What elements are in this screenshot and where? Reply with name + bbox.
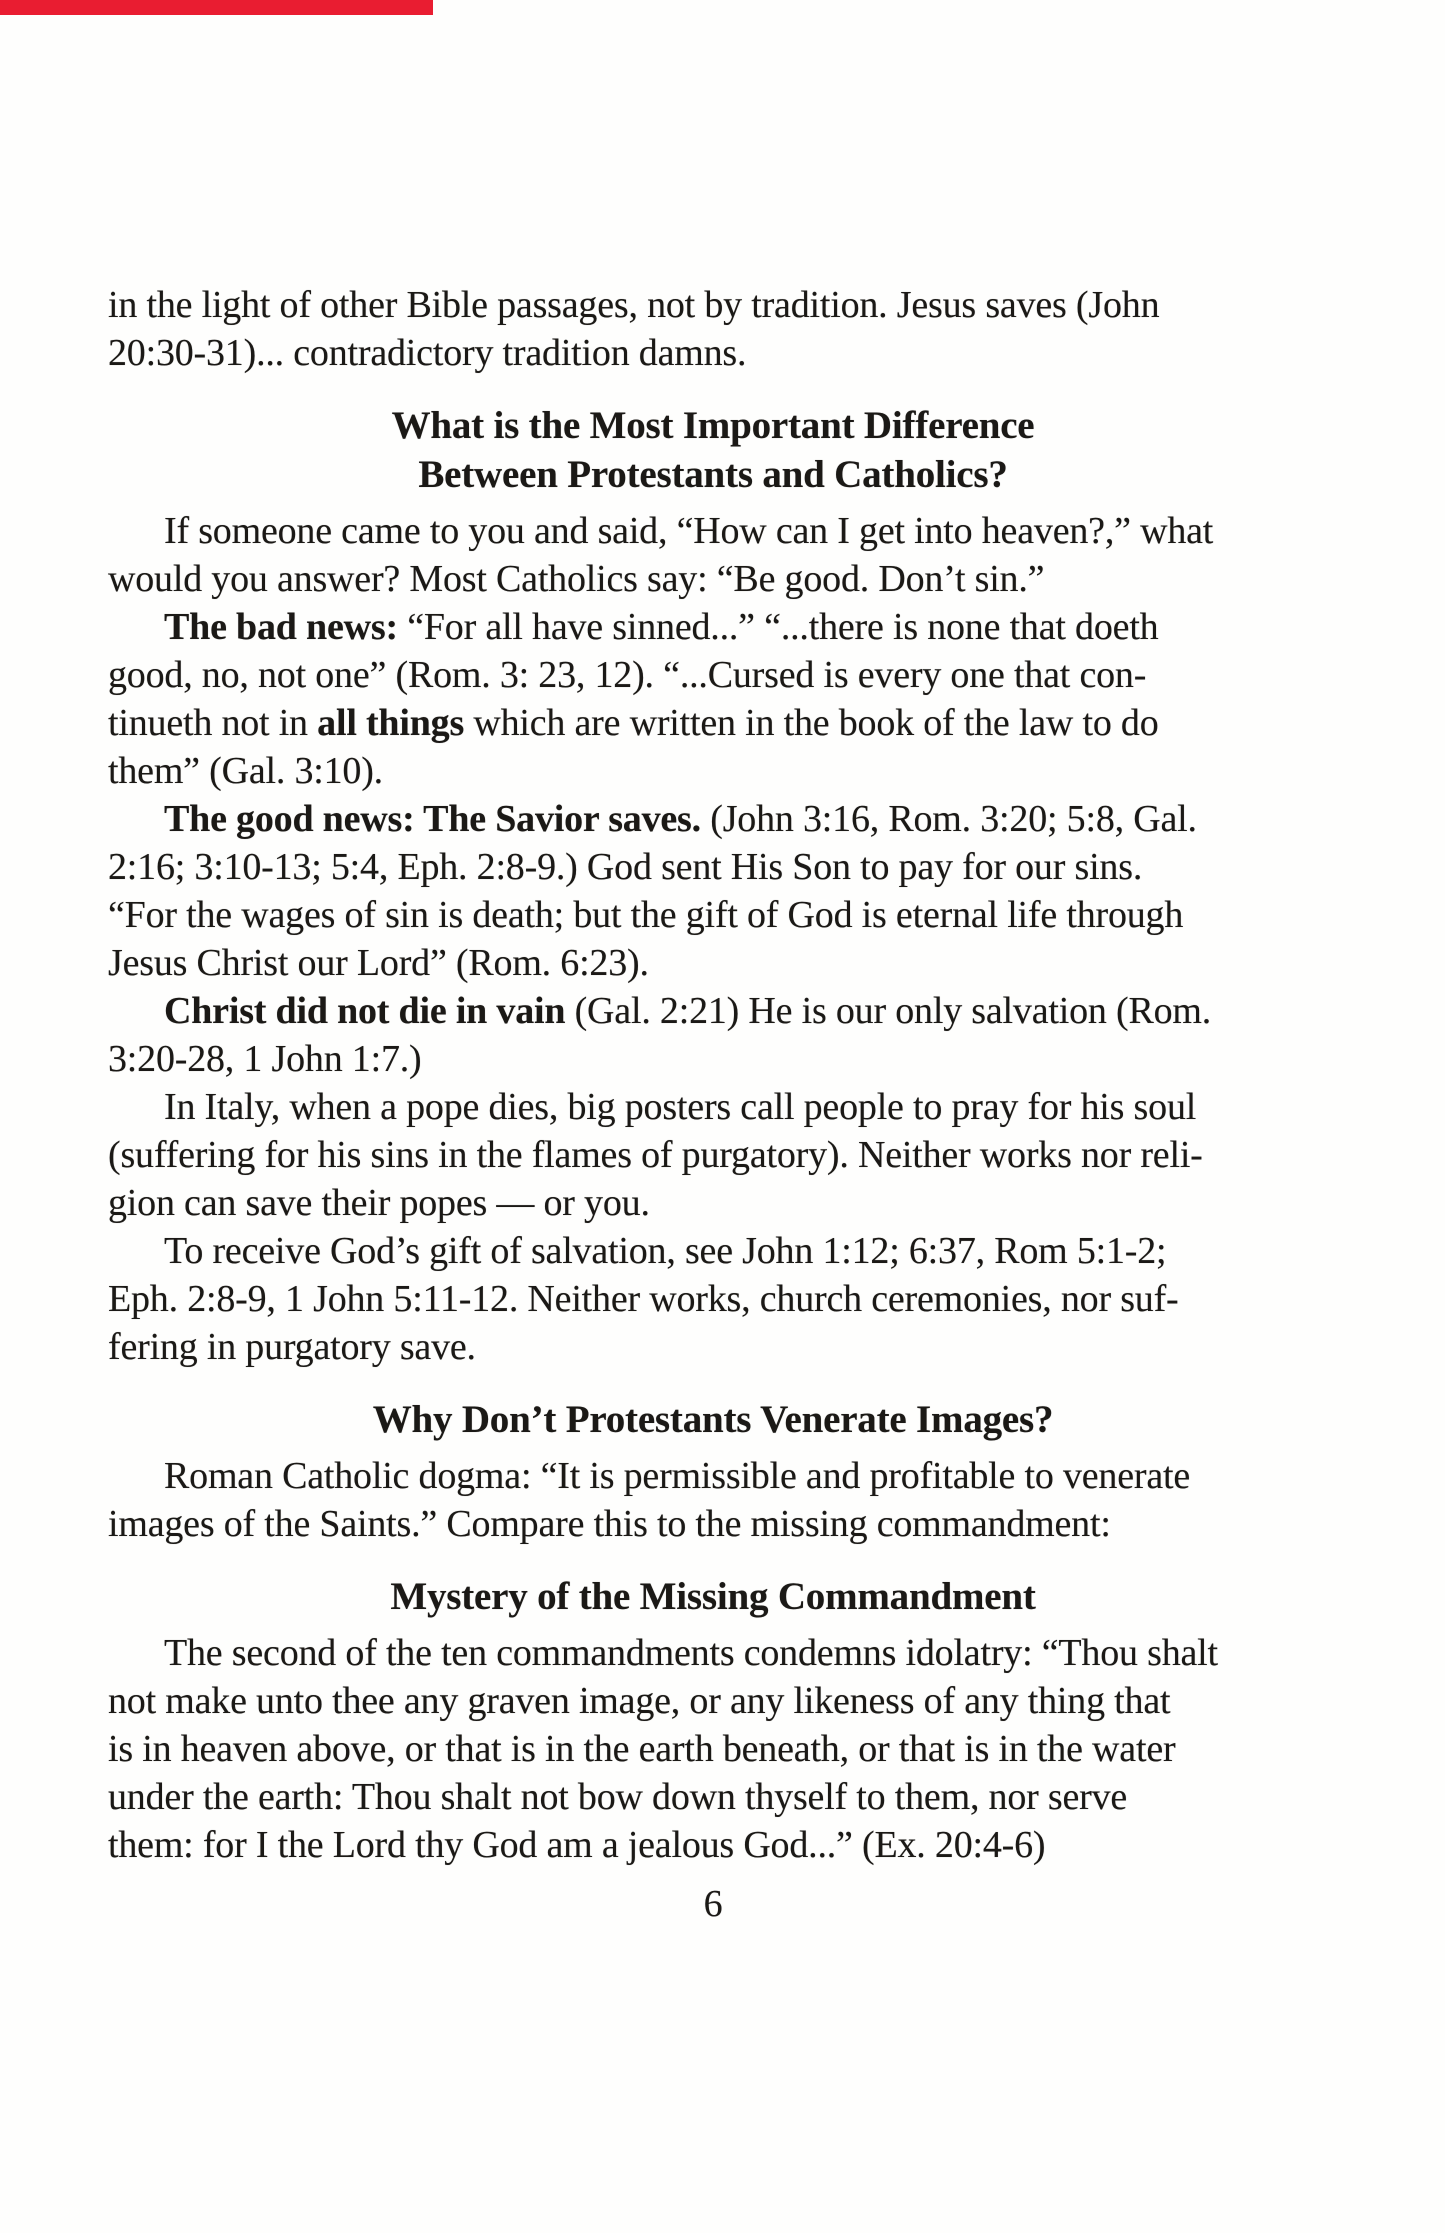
text-run: under the earth: Thou shalt not bow down thyself to them, nor serve	[108, 1776, 1128, 1818]
paragraph	[108, 1227, 1318, 1371]
text-run: The second of the ten commandments condemns idolatry: “Thou shalt	[164, 1632, 1218, 1674]
text-run: If someone came to you and said, “How can I get into heaven?,” what	[164, 510, 1214, 552]
text-run: them: for I the Lord thy God am a jealous God...” (Ex. 20:4-6)	[108, 1824, 1046, 1866]
text-run: good, no, not one” (Rom. 3: 23, 12). “...Cursed is every one that con-	[108, 654, 1147, 696]
text-run: 3:20-28, 1 John 1:7.)	[108, 1038, 422, 1080]
text-run: them” (Gal. 3:10).	[108, 750, 383, 792]
paragraph	[108, 281, 1318, 377]
text-run: (John 3:16, Rom. 3:20; 5:8, Gal.	[700, 798, 1197, 840]
bold-text-run: The good news: The Savior saves.	[164, 798, 701, 840]
text-run: images of the Saints.” Compare this to the missing commandment:	[108, 1503, 1111, 1545]
text-run: tinueth not in	[108, 702, 318, 744]
text-run: (suffering for his sins in the flames of purgatory). Neither works nor reli-	[108, 1134, 1203, 1176]
text-run: 2:16; 3:10-13; 5:4, Eph. 2:8-9.) God sent His Son to pay for our sins.	[108, 846, 1143, 888]
bold-text-run: Christ did not die in vain	[164, 990, 566, 1032]
paragraph	[108, 987, 1318, 1083]
text-run: “For all have sinned...” “...there is none that doeth	[397, 606, 1159, 648]
text-run: What is the Most Important Difference	[391, 404, 1035, 447]
text-run: would you answer? Most Catholics say: “Be good. Don’t sin.”	[108, 558, 1045, 600]
text-run: 20:30-31)... contradictory tradition damns.	[108, 332, 747, 374]
text-run: Between Protestants and Catholics?	[418, 453, 1008, 496]
heading	[108, 401, 1318, 499]
text-run: which are written in the book of the law to do	[464, 702, 1159, 744]
text-run: is in heaven above, or that is in the earth beneath, or that is in the water	[108, 1728, 1176, 1770]
text-run: in the light of other Bible passages, not by tradition. Jesus saves (John	[108, 284, 1160, 326]
bold-text-run: The bad news:	[164, 606, 398, 648]
text-run: Roman Catholic dogma: “It is permissible and profitable to venerate	[164, 1455, 1191, 1497]
text-run: (Gal. 2:21) He is our only salvation (Rom.	[565, 990, 1212, 1032]
paragraph	[108, 1083, 1318, 1227]
heading	[108, 1572, 1318, 1621]
heading	[108, 1395, 1318, 1444]
paragraph	[108, 507, 1318, 603]
text-run: In Italy, when a pope dies, big posters call people to pray for his soul	[164, 1086, 1197, 1128]
page-content	[108, 281, 1318, 1928]
text-run: not make unto thee any graven image, or any likeness of any thing that	[108, 1680, 1171, 1722]
paragraph	[108, 1452, 1318, 1548]
text-run: Eph. 2:8-9, 1 John 5:11-12. Neither works, church ceremonies, nor suf-	[108, 1278, 1179, 1320]
text-run: Jesus Christ our Lord” (Rom. 6:23).	[108, 942, 649, 984]
text-run: gion can save their popes — or you.	[108, 1182, 650, 1224]
page-number: 6	[703, 1883, 723, 1925]
text-run: To receive God’s gift of salvation, see John 1:12; 6:37, Rom 5:1-2;	[164, 1230, 1167, 1272]
text-run: fering in purgatory save.	[108, 1326, 476, 1368]
text-run: “For the wages of sin is death; but the gift of God is eternal life through	[108, 894, 1184, 936]
bold-text-run: all things	[317, 702, 465, 744]
paragraph	[108, 1629, 1318, 1869]
paragraph	[108, 603, 1318, 795]
paragraph	[108, 795, 1318, 987]
text-run: Mystery of the Missing Commandment	[390, 1575, 1036, 1618]
scan-artifact-red-strip	[0, 0, 433, 15]
text-run: Why Don’t Protestants Venerate Images?	[372, 1398, 1054, 1441]
